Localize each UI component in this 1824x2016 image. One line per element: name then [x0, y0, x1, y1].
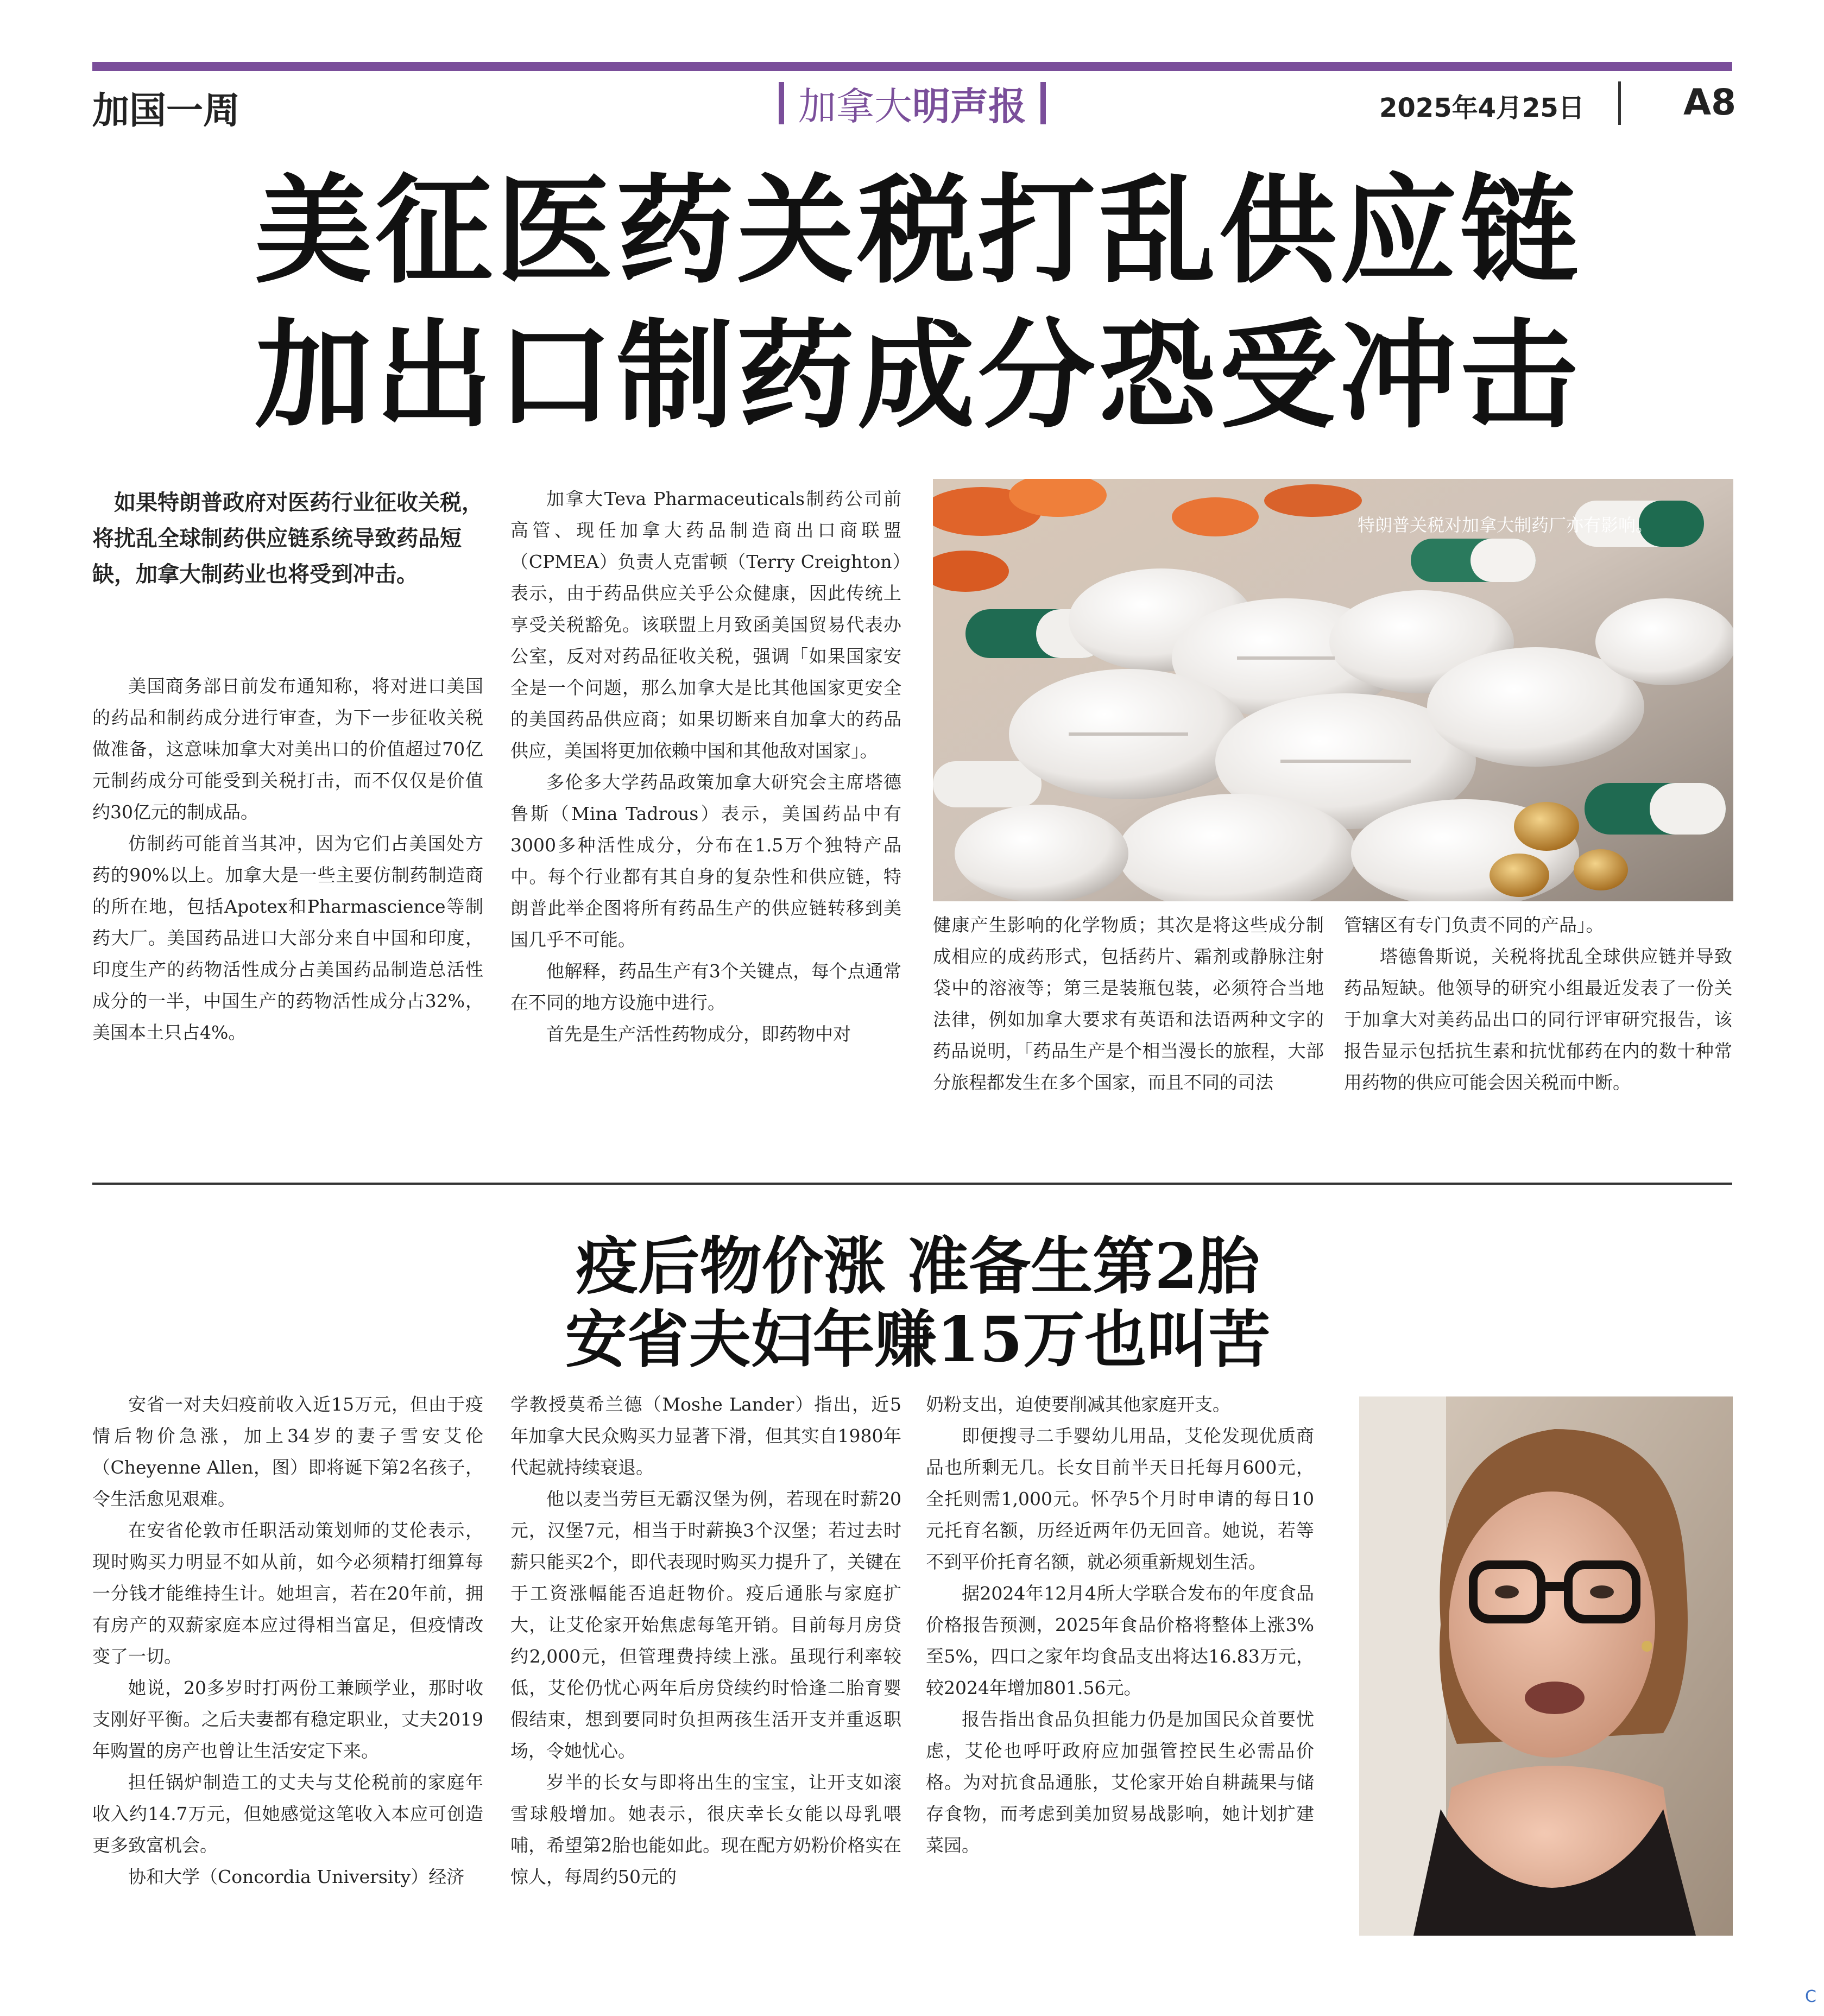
page-number: A8	[1683, 81, 1737, 123]
woman-with-glasses-portrait-photo	[1359, 1396, 1733, 1936]
story2-headline-line1: 疫后物价涨 准备生第2胎	[576, 1230, 1260, 1303]
story1-col2-para: 首先是生产活性药物成分，即药物中对	[546, 1023, 851, 1045]
story2-col2-para: 岁半的长女与即将出生的宝宝，让开支如滚雪球般增加。她表示，很庆幸长女能以母乳喂哺，希望第2胎也能如此。现在配方奶粉价格实在惊人，每周约50元的	[510, 1772, 901, 1887]
story1-col1-para: 美国商务部日前发布通知称，将对进口美国的药品和制药成分进行审查，为下一步征收关税做准备，这意味加拿大对美出口的价值超过70亿元制药成分可能受到关税打击，而不仅仅是价值约30亿元的制成品。	[92, 675, 483, 823]
masthead-right-bar	[1040, 82, 1046, 124]
masthead-name: 明声报	[912, 84, 1026, 129]
story1-col2-para: 他解释，药品生产有3个关键点，每个点通常在不同的地方设施中进行。	[510, 960, 901, 1013]
masthead	[744, 79, 1081, 128]
portrait-illustration	[1359, 1396, 1733, 1936]
story2-headline-line2: 安省夫妇年赚15万也叫苦	[565, 1303, 1271, 1376]
story1-col2-para: 加拿大Teva Pharmaceuticals制药公司前高管、现任加拿大药品制造商出口商联盟（CPMEA）负责人克雷顿（Terry Creighton）表示，由于药品供应关乎公众健康，因此传统上享受关税豁免。该联盟上月致函美国贸易代表办公室，反对对药品征收关税，强调「如果国家安全是一个问题，那么加拿大是比其他国家更安全的美国药品供应商；如果切断来自加拿大的药品供应，美国将更加依赖中国和其他敌对国家」。	[510, 488, 901, 761]
story2-col3-para: 据2024年12月4所大学联合发布的年度食品价格报告预测，2025年食品价格将整体上涨3%至5%，四口之家年均食品支出将达16.83万元，较2024年增加801.56元。	[926, 1583, 1314, 1698]
story2-col3-para: 报告指出食品负担能力仍是加国民众首要忧虑，艾伦也呼吁政府应加强管控民生必需品价格。为对抗食品通胀，艾伦家开始自耕蔬果与储存食物，而考虑到美加贸易战影响，她计划扩建菜园。	[926, 1709, 1314, 1856]
photo1-caption: 特朗普关税对加拿大制药厂亦有影响。	[1358, 515, 1653, 535]
story1-lead-text: 如果特朗普政府对医药行业征收关税，将扰乱全球制药供应链系统导致药品短缺，加拿大制药业也将受到冲击。	[92, 490, 483, 587]
pharmaceutical-pills-photo	[933, 479, 1733, 901]
story1-col2-para: 多伦多大学药品政策加拿大研究会主席塔德鲁斯（Mina Tadrous）表示，美国药品中有3000多种活性成分，分布在1.5万个独特产品中。每个行业都有其自身的复杂性和供应链，特朗普此举企图将所有药品生产的供应链转移到美国几乎不可能。	[510, 772, 901, 950]
story1-col1-para: 仿制药可能首当其冲，因为它们占美国处方药的90%以上。加拿大是一些主要仿制药制造商的所在地，包括Apotex和Pharmascience等制药大厂。美国药品进口大部分来自中国和印度，印度生产的药物活性成分占美国药品制造总活性成分的一半，中国生产的药物活性成分占32%，美国本土只占4%。	[92, 833, 483, 1043]
issue-date: 2025年4月25日	[1379, 93, 1585, 123]
story1-col4-para: 管辖区有专门负责不同的产品」。	[1344, 914, 1604, 936]
story1-headline-line2: 加出口制药成分恐受冲击	[254, 308, 1581, 444]
date-separator	[1618, 81, 1621, 125]
story2-col3-para: 奶粉支出，迫使要削减其他家庭开支。	[926, 1394, 1230, 1415]
story2-col2-para: 学教授莫希兰德（Moshe Lander）指出，近5年加拿大民众购买力显著下滑，但其实自1980年代起就持续衰退。	[510, 1394, 901, 1478]
story2-column-2	[510, 1389, 901, 1893]
story1-col4-para: 塔德鲁斯说，关税将扰乱全球供应链并导致药品短缺。他领导的研究小组最近发表了一份关于加拿大对美药品出口的同行评审研究报告，该报告显示包括抗生素和抗忧郁药在内的数十种常用药物的供应可能会因关税而中断。	[1344, 946, 1732, 1093]
story1-column-1	[92, 671, 483, 1048]
story2-col2-para: 他以麦当劳巨无霸汉堡为例，若现在时薪20元，汉堡7元，相当于时薪换3个汉堡；若过去时薪只能买2个，即代表现时购买力提升了，关键在于工资涨幅能否追赶物价。疫后通胀与家庭扩大，让艾伦家开始焦虑每笔开销。目前每月房贷约2,000元，但管理费持续上涨。虽现行利率较低，艾伦仍忧心两年后房贷续约时恰逢二胎育婴假结束，想到要同时负担两孩生活开支并重返职场，令她忧心。	[510, 1488, 901, 1761]
section-title: 加国一周	[92, 89, 241, 132]
story2-col1-para: 在安省伦敦市任职活动策划师的艾伦表示，现时购买力明显不如从前，如今必须精打细算每一分钱才能维持生计。她坦言，若在20年前，拥有房产的双薪家庭本应过得相当富足，但疫情改变了一切。	[92, 1520, 483, 1667]
story1-column-4	[1344, 909, 1732, 1098]
story1-lead	[92, 485, 483, 592]
masthead-title	[798, 76, 1026, 131]
story1-col3-para: 健康产生影响的化学物质；其次是将这些成分制成相应的成药形式，包括药片、霜剂或静脉注射袋中的溶液等；第三是装瓶包装，必须符合当地法律，例如加拿大要求有英语和法语两种文字的药品说明，「药品生产是个相当漫长的旅程，大部分旅程都发生在多个国家，而且不同的司法	[933, 914, 1324, 1093]
story2-col1-para: 安省一对夫妇疫前收入近15万元，但由于疫情后物价急涨，加上34岁的妻子雪安艾伦（Cheyenne Allen，图）即将诞下第2名孩子，令生活愈见艰难。	[92, 1394, 483, 1509]
masthead-left-bar	[779, 82, 784, 124]
masthead-prefix: 加拿大	[798, 84, 912, 129]
story2-col3-para: 即便搜寻二手婴幼儿用品，艾伦发现优质商品也所剩无几。长女目前半天日托每月600元，全托则需1,000元。怀孕5个月时申请的每日10元托育名额，历经近两年仍无回音。她说，若等不到平价托育名额，就必须重新规划生活。	[926, 1425, 1314, 1572]
story1-column-3	[933, 909, 1324, 1098]
story2-column-1	[92, 1389, 483, 1893]
corner-mark: C	[1805, 1987, 1816, 2006]
story2-col1-para: 担任锅炉制造工的丈夫与艾伦税前的家庭年收入约14.7万元，但她感觉这笔收入本应可创造更多致富机会。	[92, 1772, 483, 1856]
top-accent-bar	[92, 62, 1732, 71]
story1-headline-line1: 美征医药关税打乱供应链	[254, 163, 1581, 299]
pills-illustration	[933, 479, 1733, 901]
section-divider	[92, 1183, 1732, 1185]
story2-col1-para: 协和大学（Concordia University）经济	[128, 1866, 465, 1887]
story2-column-3	[926, 1389, 1314, 1861]
story1-column-2	[510, 483, 901, 1050]
story2-col1-para: 她说，20多岁时打两份工兼顾学业，那时收支刚好平衡。之后夫妻都有稳定职业，丈夫2019年购置的房产也曾让生活安定下来。	[92, 1677, 483, 1761]
